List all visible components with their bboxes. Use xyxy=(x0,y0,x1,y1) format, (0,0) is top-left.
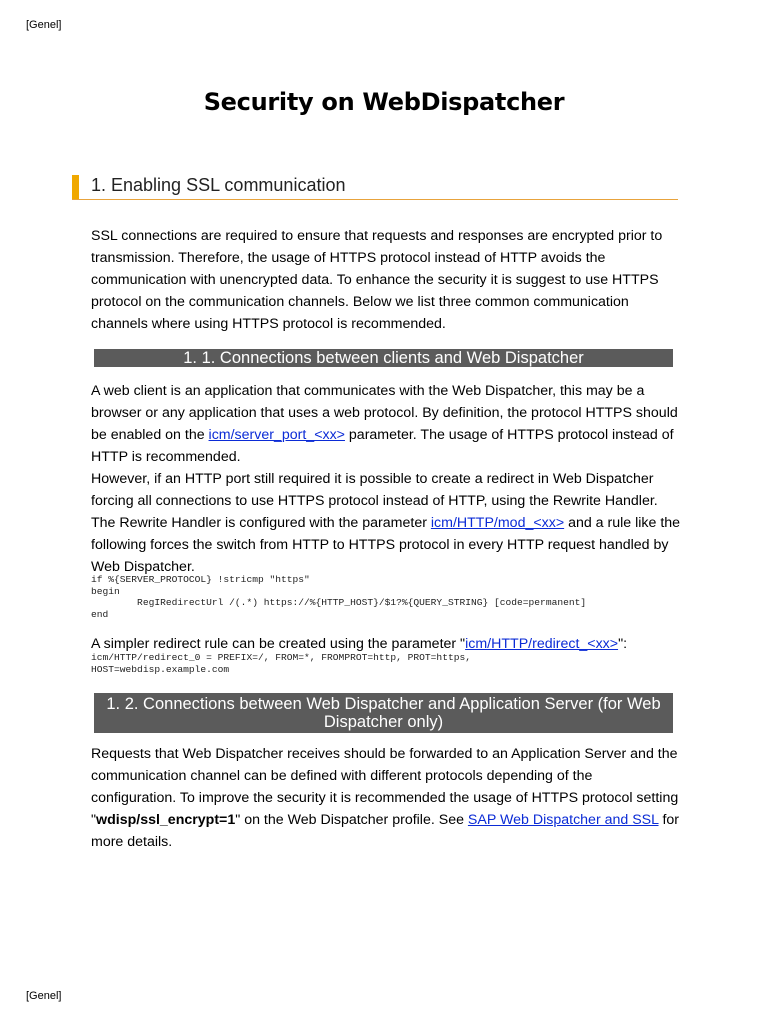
http-redirect-link[interactable]: icm/HTTP/redirect_<xx> xyxy=(465,636,619,652)
text-span: Requests that Web Dispatcher receives should be forwarded to an Application Server and the communication channel can be defined with different protocols depending of the configuration. To improve the security it is recommended the usage of HTTPS protocol setting " xyxy=(91,746,679,828)
subsection-heading-appserver: 1. 2. Connections between Web Dispatcher and Application Server (for Web Dispatcher only) xyxy=(94,693,673,733)
text-span: A web client is an application that communicates with the Web Dispatcher, this may be a browser or any application that uses a web protocol. By definition, the protocol HTTPS should be enabled on the xyxy=(91,383,678,443)
appserver-paragraph xyxy=(91,743,681,853)
text-span: and a rule like the following forces the switch from HTTP to HTTPS protocol in every HTTP request handled by Web Dispatcher. xyxy=(91,515,681,575)
text-span: ": xyxy=(618,636,628,652)
clients-text-2 xyxy=(91,468,681,578)
heading-accent-bar xyxy=(72,175,79,199)
clients-text-1 xyxy=(91,380,681,468)
text-span: " on the Web Dispatcher profile. See xyxy=(235,812,468,828)
text-span: parameter. The usage of HTTPS protocol instead of HTTP is recommended. xyxy=(91,427,674,465)
section-heading-text: 1. Enabling SSL communication xyxy=(91,175,346,195)
rewrite-code-block: if %{SERVER_PROTOCOL} !stricmp "https" begin RegIRedirectUrl /(.*) https://%{HTTP_HOST}/$1?%{QUERY_STRING} [code=permanent] end xyxy=(91,574,587,620)
intro-paragraph xyxy=(91,225,681,335)
text-span: for more details. xyxy=(91,812,680,850)
sap-web-dispatcher-ssl-link[interactable]: SAP Web Dispatcher and SSL xyxy=(467,812,659,828)
classification-label-bottom: [Genel] xyxy=(26,990,62,1002)
redirect-code-block: icm/HTTP/redirect_0 = PREFIX=/, FROM=*, FROMPROT=http, PROT=https, HOST=webdisp.example.com xyxy=(91,652,471,675)
text-span: However, if an HTTP port still required it is possible to create a redirect in Web Dispatcher forcing all connections to use HTTPS protocol instead of HTTP, using the Rewrite Handler. The Rewrite Handler is configured with the parameter xyxy=(91,471,658,531)
http-mod-link[interactable]: icm/HTTP/mod_<xx> xyxy=(430,515,565,531)
server-port-link[interactable]: icm/server_port_<xx> xyxy=(208,427,345,443)
classification-label-top: [Genel] xyxy=(26,19,62,31)
section-heading-ssl xyxy=(72,173,678,200)
subsection-heading-clients: 1. 1. Connections between clients and Web Dispatcher xyxy=(94,349,673,367)
text-span: A simpler redirect rule can be created using the parameter " xyxy=(91,636,466,652)
clients-paragraph xyxy=(91,380,681,578)
intro-text: SSL connections are required to ensure that requests and responses are encrypted prior to transmission. Therefore, the usage of HTTPS protocol instead of HTTP avoids the communication with unencrypted data. To enhance the security it is suggest to use HTTPS protocol on the communication channels. Below we list three common communication channels where using HTTPS protocol is recommended. xyxy=(91,228,663,332)
appserver-text xyxy=(91,743,681,853)
page-title: Security on WebDispatcher xyxy=(203,88,565,116)
ssl-encrypt-param: wdisp/ssl_encrypt=1 xyxy=(96,812,236,828)
